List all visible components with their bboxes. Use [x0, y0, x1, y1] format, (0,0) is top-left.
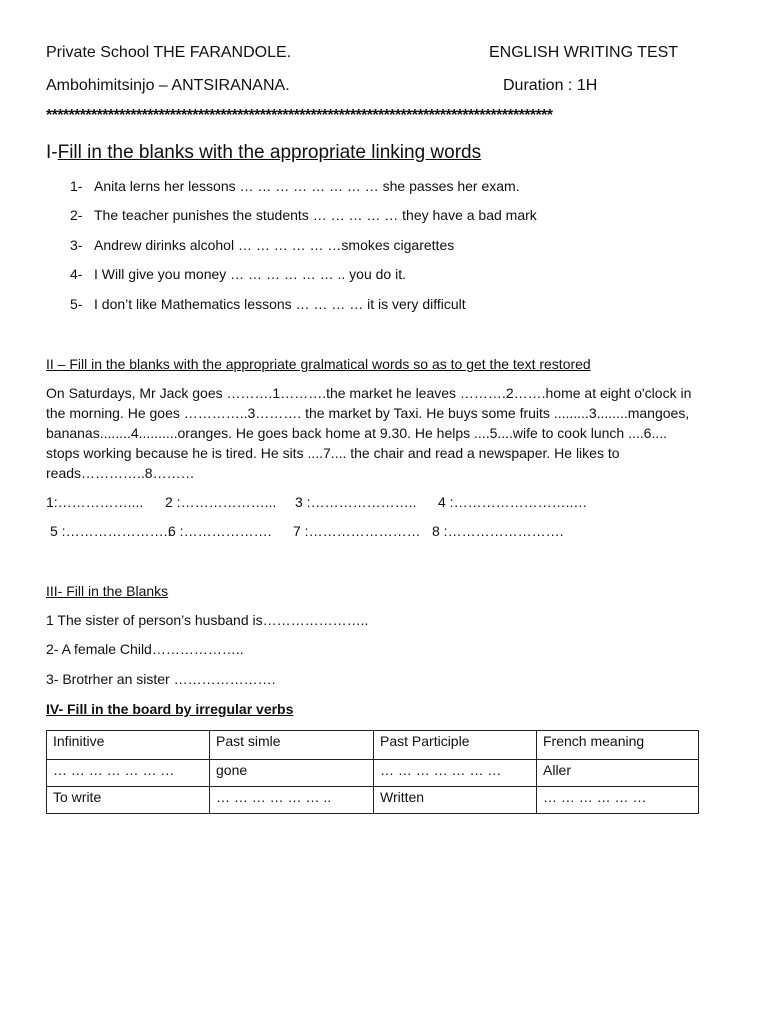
item-number: 4- — [70, 266, 83, 282]
paragraph-line: On Saturdays, Mr Jack goes ……….1……….the market he leaves ……….2…….home at eight o'clock in — [46, 385, 692, 401]
answer-blank-8: 8 :……………………. — [432, 523, 564, 539]
list-item — [70, 207, 537, 223]
column-header: Infinitive — [47, 731, 210, 760]
column-header: Past Participle — [374, 731, 537, 760]
column-header: French meaning — [537, 731, 699, 760]
answer-blank-3: 3 :………………….. — [295, 494, 417, 510]
table-row — [47, 760, 699, 787]
table-cell: … … … … … … … — [47, 760, 210, 787]
table-cell: Written — [374, 787, 537, 814]
table-cell: gone — [210, 760, 374, 787]
list-item: 1 The sister of person’s husband is………………….. — [46, 612, 369, 628]
item-text: Andrew dirinks alcohol … … … … … …smokes cigarettes — [94, 237, 455, 253]
section1-title: Fill in the blanks with the appropriate linking words — [57, 142, 482, 163]
answer-blank-4: 4 :……………………..… — [438, 494, 588, 510]
item-number: 2- — [70, 207, 83, 223]
list-item — [70, 296, 466, 312]
answer-blank-2: 2 :………………... — [165, 494, 277, 510]
answer-blank-7: 7 :…………………… — [293, 523, 421, 539]
paragraph-line: stops working because he is tired. He sits ....7.... the chair and read a newspaper. He likes to — [46, 445, 620, 461]
school-name: Private School THE FARANDOLE. — [46, 44, 292, 61]
answer-blank-5: 5 :………………….. — [50, 523, 172, 539]
item-text: I Will give you money … … … … … … .. you do it. — [94, 266, 406, 282]
table-cell: … … … … … … .. — [210, 787, 374, 814]
list-item: 3- Brotrher an sister …………………. — [46, 671, 276, 687]
section2-paragraph — [46, 383, 736, 483]
paragraph-line: the morning. He goes …………..3………. the market by Taxi. He buys some fruits .........3........mangoes, — [46, 405, 690, 421]
item-number: 5- — [70, 296, 83, 312]
paragraph-line: reads…………..8……… — [46, 465, 195, 481]
list-item — [70, 237, 454, 253]
item-text: The teacher punishes the students … … … … … they have a bad mark — [94, 207, 537, 223]
item-text: I don’t like Mathematics lessons … … … … it is very difficult — [94, 296, 466, 312]
item-number: 3- — [70, 237, 83, 253]
table-cell: … … … … … … … — [374, 760, 537, 787]
section1-heading — [46, 142, 481, 164]
table-cell: Aller — [537, 760, 699, 787]
answer-blank-1: 1:…………….... — [46, 494, 144, 510]
table-header-row — [47, 731, 699, 760]
list-item: 2- A female Child……………….. — [46, 641, 244, 657]
paragraph-line: bananas........4..........oranges. He goes back home at 9.30. He helps ....5....wife to cook lunch ....6.... — [46, 425, 668, 441]
item-number: 1- — [70, 178, 83, 194]
test-title: ENGLISH WRITING TEST — [489, 44, 679, 61]
separator-line: ****************************************************************************************** — [46, 107, 553, 124]
school-location: Ambohimitsinjo – ANTSIRANANA. — [46, 77, 290, 94]
test-duration: Duration : 1H — [503, 77, 598, 94]
item-text: Anita lerns her lessons … … … … … … … … she passes her exam. — [94, 178, 520, 194]
section2-title: II – Fill in the blanks with the appropriate gralmatical words so as to get the text restored — [46, 356, 591, 372]
irregular-verbs-table — [46, 730, 699, 814]
section1-prefix: I- — [46, 142, 58, 163]
table-row — [47, 787, 699, 814]
section3-title: III- Fill in the Blanks — [46, 583, 169, 599]
column-header: Past simle — [210, 731, 374, 760]
answer-blank-6: 6 :………………. — [168, 523, 272, 539]
section4-title: IV- Fill in the board by irregular verbs — [46, 701, 294, 717]
list-item — [70, 178, 520, 194]
table-cell: To write — [47, 787, 210, 814]
table-cell: … … … … … … — [537, 787, 699, 814]
list-item — [70, 266, 406, 282]
